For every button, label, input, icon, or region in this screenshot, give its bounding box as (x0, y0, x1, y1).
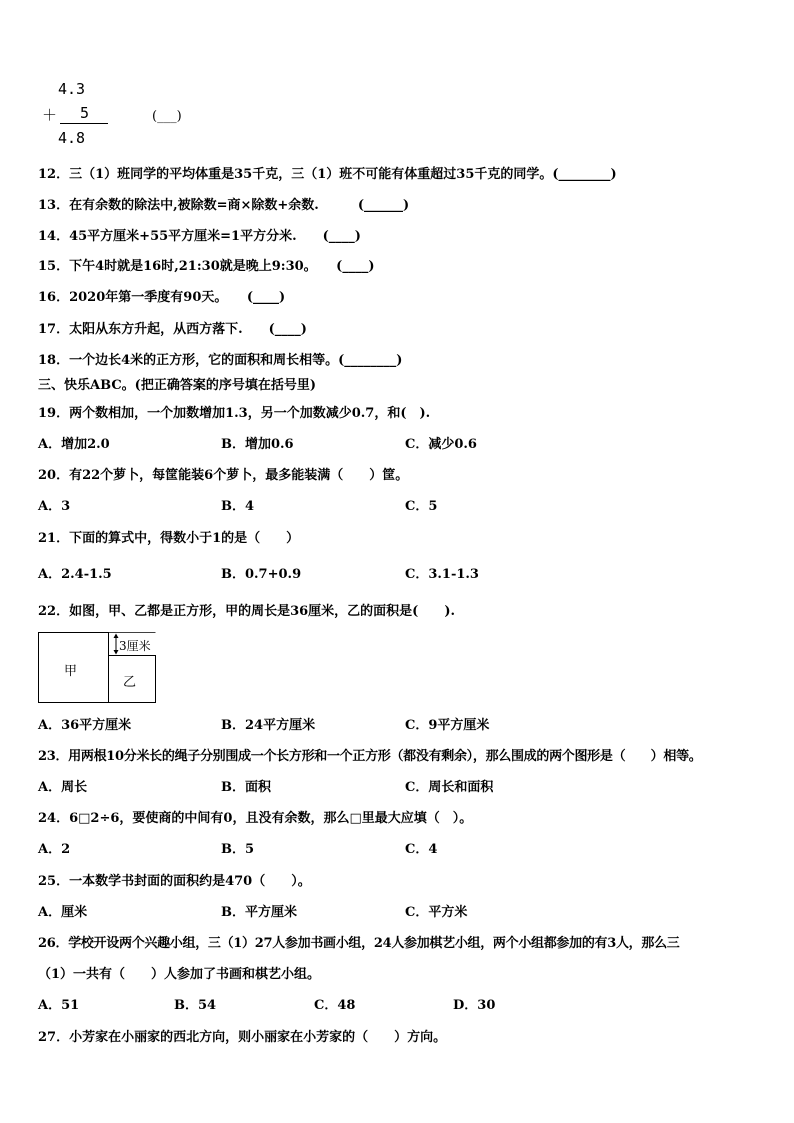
q20-option-b[interactable]: B．4 (221, 499, 255, 514)
dimension-arrow-up (114, 634, 119, 639)
q23-option-b[interactable]: B．面积 (221, 780, 271, 795)
q25-option-a[interactable]: A．厘米 (38, 905, 88, 920)
q25-stem: 25．一本数学书封面的面积约是470（ ）。 (38, 874, 311, 889)
q17: 17．太阳从东方升起，从西方落下. (____) (38, 322, 307, 337)
q20-option-c[interactable]: C．5 (405, 499, 438, 514)
q27-stem: 27．小芳家在小丽家的西北方向，则小丽家在小芳家的（ ）方向。 (38, 1030, 447, 1045)
q26-option-b[interactable]: B．54 (174, 998, 217, 1013)
q24-option-a[interactable]: A．2 (38, 842, 71, 857)
q21-option-b[interactable]: B．0.7+0.9 (221, 567, 302, 582)
q24-stem: 24．6□2÷6，要使商的中间有0，且没有余数，那么□里最大应填（ ）。 (38, 811, 473, 826)
q20-option-a[interactable]: A．3 (38, 499, 71, 514)
q24-option-b[interactable]: B．5 (221, 842, 255, 857)
q19-option-a[interactable]: A．增加2.0 (38, 437, 110, 452)
calc-result: 4.8 (58, 129, 86, 147)
q18: 18．一个边长4米的正方形，它的面积和周长相等。(________) (38, 353, 403, 368)
q22-option-a[interactable]: A．36平方厘米 (38, 718, 132, 733)
q16: 16．2020年第一季度有90天。 (____) (38, 290, 286, 305)
q22-option-c[interactable]: C．9平方厘米 (405, 718, 490, 733)
q15: 15．下午4时就是16时,21:30就是晚上9:30。 (____) (38, 259, 375, 274)
calc-top-number: 4.3 (58, 80, 86, 98)
calc-plus-sign: ＋ (42, 106, 58, 124)
q23-stem: 23．用两根10分米长的绳子分别围成一个长方形和一个正方形（都没有剩余），那么围成的两个图形是（ ）相等。 (38, 749, 702, 764)
q21-option-a[interactable]: A．2.4-1.5 (38, 567, 112, 582)
q21-option-c[interactable]: C．3.1-1.3 (405, 567, 479, 582)
q23-option-a[interactable]: A．周长 (38, 780, 88, 795)
q14: 14．45平方厘米+55平方厘米=1平方分米. (____) (38, 229, 361, 244)
q25-option-b[interactable]: B．平方厘米 (221, 905, 297, 920)
q20-stem: 20．有22个萝卜，每筐能装6个萝卜，最多能装满（ ）筐。 (38, 468, 409, 483)
calc-line (60, 123, 108, 124)
q19-option-c[interactable]: C．减少0.6 (405, 437, 477, 452)
section3-title: 三、快乐ABC。(把正确答案的序号填在括号里) (38, 378, 316, 393)
calc-second-number: 5 (80, 104, 90, 122)
q21-stem: 21．下面的算式中，得数小于1的是（ ） (38, 531, 300, 546)
q23-option-c[interactable]: C．周长和面积 (405, 780, 494, 795)
dimension-label: 3厘米 (119, 639, 151, 653)
q22-option-b[interactable]: B．24平方厘米 (221, 718, 316, 733)
calc-answer-blank[interactable]: (___) (152, 109, 182, 124)
q22-stem: 22．如图，甲、乙都是正方形，甲的周长是36厘米，乙的面积是( ). (38, 604, 456, 619)
dimension-arrow-down (114, 650, 119, 655)
label-jia: 甲 (64, 664, 78, 679)
q24-option-c[interactable]: C．4 (405, 842, 438, 857)
label-yi: 乙 (123, 675, 137, 690)
q26-option-c[interactable]: C．48 (314, 998, 356, 1013)
q26-option-a[interactable]: A．51 (38, 998, 80, 1013)
q19-option-b[interactable]: B．增加0.6 (221, 437, 294, 452)
q19-stem: 19．两个数相加，一个加数增加1.3，另一个加数减少0.7，和( ). (38, 406, 431, 421)
q26-option-d[interactable]: D．30 (453, 998, 496, 1013)
q12: 12．三（1）班同学的平均体重是35千克，三（1）班不可能有体重超过35千克的同学。(________) (38, 167, 617, 182)
q25-option-c[interactable]: C．平方米 (405, 905, 468, 920)
q13: 13．在有余数的除法中,被除数=商×除数+余数. (______) (38, 198, 410, 213)
q26-stem-line2: （1）一共有（ ）人参加了书画和棋艺小组。 (38, 967, 321, 982)
q26-stem-line1: 26．学校开设两个兴趣小组，三（1）27人参加书画小组，24人参加棋艺小组，两个小组都参加的有3人，那么三 (38, 936, 680, 951)
